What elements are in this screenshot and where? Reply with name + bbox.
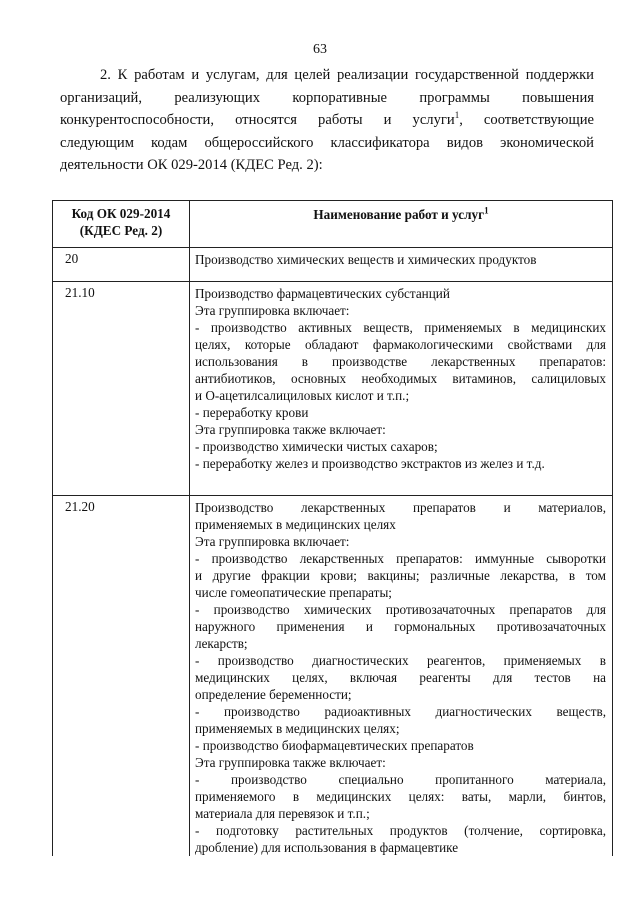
intro-line: организаций, реализующих корпоративные программы повышения [60,89,594,106]
description-line: - переработку желез и производство экстрактов из желез и т.д. [195,456,545,471]
activity-description [190,248,613,282]
description-line: медицинских целях, включая реагенты для тестов на [195,670,606,685]
activity-description [190,496,613,857]
code-column-header: Код ОК 029-2014 (КДЕС Ред. 2) [53,201,190,248]
description-line: дробление) для использования в фармацевтике [195,840,459,855]
intro-line: 2. К работам и услугам, для целей реализации государственной поддержки [100,67,594,83]
description-line: целях, которые обладают фармакологическими свойствами для [195,337,606,352]
description-line: материала для перевязок и т.п.; [195,806,370,821]
description-line: Эта группировка также включает: [195,422,386,437]
description-line: - производство лекарственных препаратов: иммунные сыворотки [195,551,606,566]
description-line: - производство радиоактивных диагностических веществ, [195,704,606,719]
activity-code: 21.10 [53,282,190,496]
table-header-row [53,201,613,248]
table-row [53,248,613,282]
intro-line-tail: , соответствующие [459,112,594,128]
description-line: Эта группировка включает: [195,534,350,549]
activity-description [190,282,613,496]
description-line: - подготовку растительных продуктов (толчение, сортировка, [195,823,606,838]
description-line: - производство активных веществ, применяемых в медицинских [195,320,606,335]
intro-paragraph [60,64,594,177]
description-line: применяемого в медицинских целях: ваты, марли, бинтов, [195,789,606,804]
description-line: применяемых в медицинских целях; [195,721,400,736]
activity-code: 20 [53,248,190,282]
table-row [53,496,613,857]
description-line: - производство специально пропитанного материала, [195,772,606,787]
description-line: - производство химических противозачаточных препаратов для [195,602,606,617]
description-line: антибиотиков, основных необходимых витаминов, салициловых [195,371,606,386]
description-line: применяемых в медицинских целях [195,517,396,532]
intro-line: деятельности ОК 029-2014 (КДЕС Ред. 2): [60,157,323,173]
intro-line-3 [60,109,594,132]
table-row [53,282,613,496]
description-line: определение беременности; [195,687,352,702]
description-line: - переработку крови [195,405,309,420]
name-column-header: Наименование работ и услуг$^1$ [190,201,613,248]
page-number: 63 [313,42,327,57]
description-line: лекарств; [195,636,248,651]
description-line: Эта группировка включает: [195,303,350,318]
description-line: и О-ацетилсалициловых кислот и т.п.; [195,388,410,403]
description-line: Эта группировка также включает: [195,755,386,770]
description-line: и другие фракции крови; вакцины; различные лекарства, в том [195,568,606,583]
description-line: использования в производстве лекарственных препаратов: [195,354,606,369]
description-line: - производство химически чистых сахаров; [195,439,438,454]
description-line: наружного применения и гормональных противозачаточных [195,619,606,634]
description-line: Производство химических веществ и химических продуктов [195,252,537,267]
intro-line: следующим кодам общероссийского классификатора видов экономической [60,134,594,151]
description-line: Производство фармацевтических субстанций [195,286,450,301]
description-line: - производство диагностических реагентов, применяемых в [195,653,606,668]
intro-line-text: конкурентоспособности, относятся работы и услуги [60,112,455,128]
description-line: числе гомеопатические препараты; [195,585,392,600]
description-line: Производство лекарственных препаратов и материалов, [195,500,606,515]
classifier-table [52,200,613,856]
description-line: - производство биофармацевтических препаратов [195,738,474,753]
footnote-ref: 1 [484,205,489,216]
footnote-ref: 1 [454,110,460,121]
activity-code: 21.20 [53,496,190,857]
